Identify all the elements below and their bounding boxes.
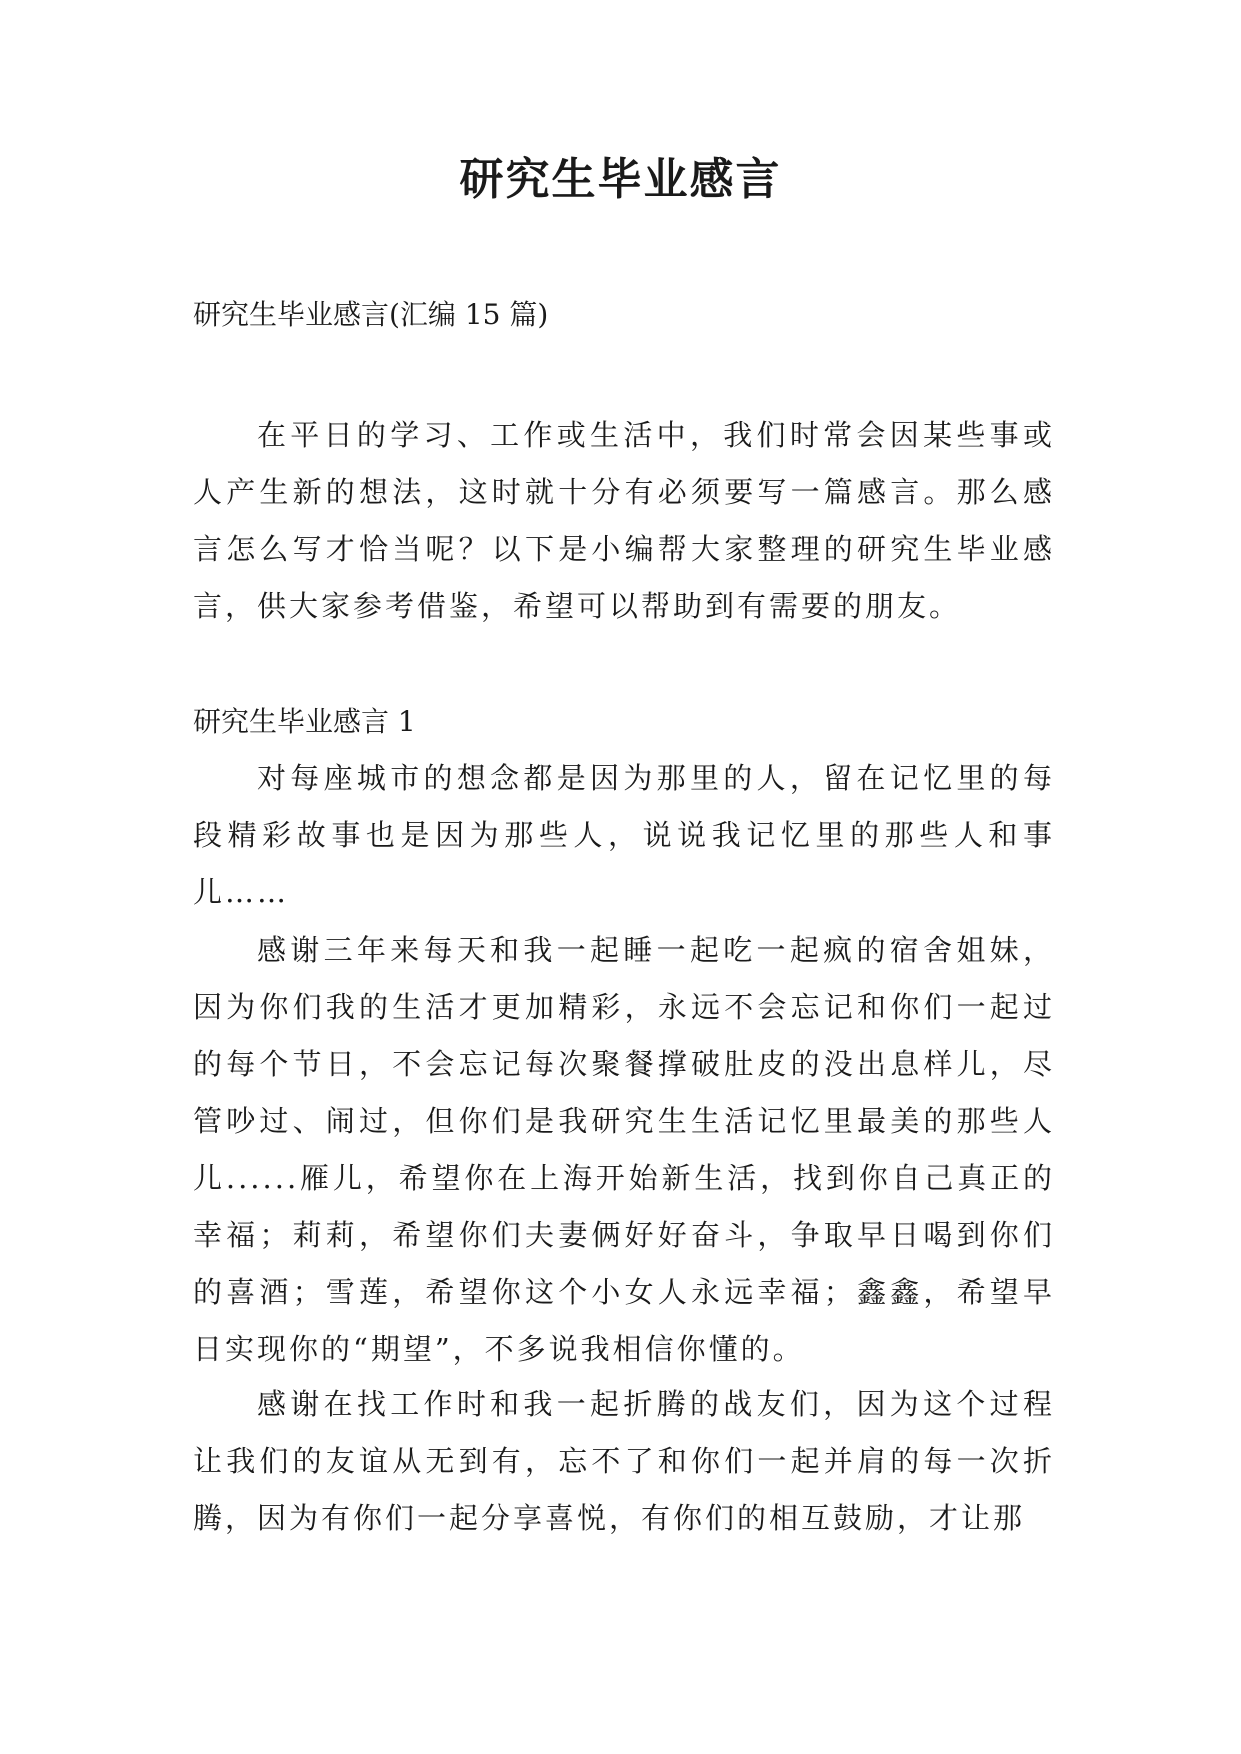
document-subtitle: 研究生毕业感言(汇编 15 篇) (193, 298, 549, 331)
section-heading: 研究生毕业感言 1 (193, 705, 416, 738)
document-title: 研究生毕业感言 (459, 154, 782, 205)
intro-paragraph: 在平日的学习、工作或生活中，我们时常会因某些事或人产生新的想法，这时就十分有必须要写一篇感言。那么感言怎么写才恰当呢？以下是小编帮大家整理的研究生毕业感言，供大家参考借鉴，希望可以帮助到有需要的朋友。 (193, 418, 1055, 623)
body-paragraph: 感谢在找工作时和我一起折腾的战友们，因为这个过程让我们的友谊从无到有，忘不了和你们一起并肩的每一次折腾，因为有你们一起分享喜悦，有你们的相互鼓励，才让那 (193, 1387, 1055, 1535)
body-paragraph: 对每座城市的想念都是因为那里的人，留在记忆里的每段精彩故事也是因为那些人，说说我记忆里的那些人和事儿…… (193, 761, 1055, 909)
body-paragraph: 感谢三年来每天和我一起睡一起吃一起疯的宿舍姐妹，因为你们我的生活才更加精彩，永远不会忘记和你们一起过的每个节日，不会忘记每次聚餐撑破肚皮的没出息样儿，尽管吵过、闹过，但你们是我研究生生活记忆里最美的那些人儿......雁儿，希望你在上海开始新生活，找到你自己真正的幸福；莉莉，希望你们夫妻俩好好奋斗，争取早日喝到你们的喜酒；雪莲，希望你这个小女人永远幸福；鑫鑫，希望早日实现你的“期望”，不多说我相信你懂的。 (193, 933, 1055, 1366)
